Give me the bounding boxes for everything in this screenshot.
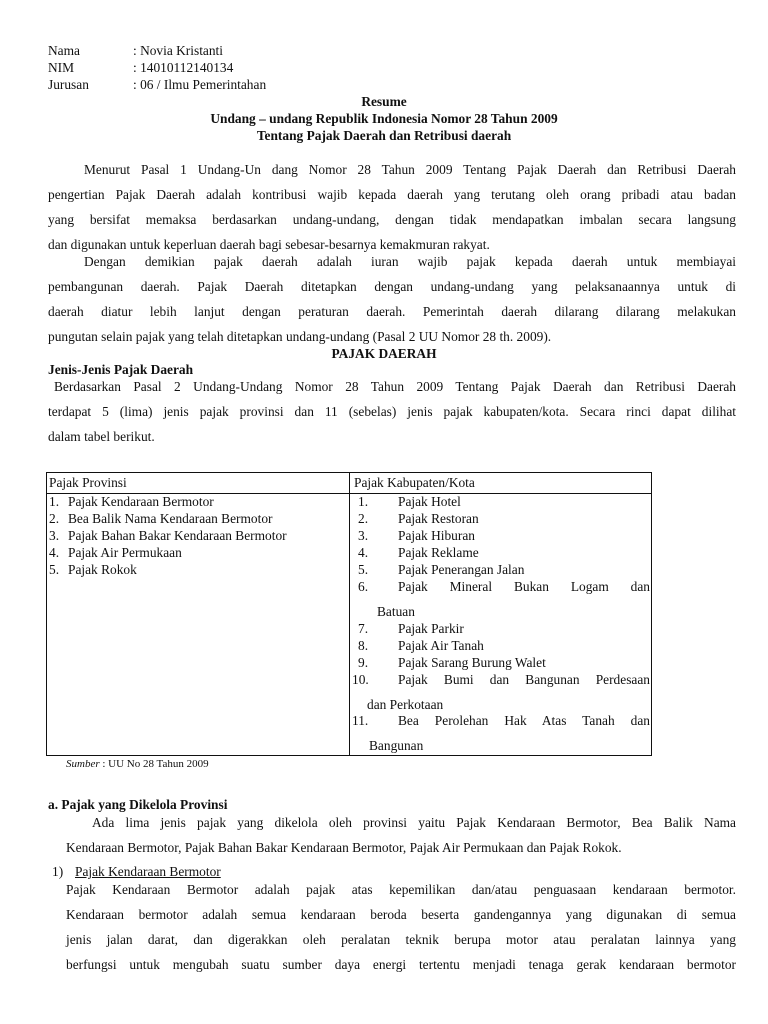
jurusan-label: Jurusan: [48, 77, 89, 92]
provinsi-item: 3. Pajak Bahan Bakar Kendaraan Bermotor: [49, 528, 287, 543]
provinsi-item: 4. Pajak Air Permukaan: [49, 545, 182, 560]
nama-value: : Novia Kristanti: [133, 43, 224, 58]
kabupaten-item-number: 2.: [358, 511, 369, 526]
kabupaten-item: Pajak Bumi dan Bangunan Perdesaan: [398, 672, 650, 687]
para1-line: Menurut Pasal 1 Undang-Un dang Nomor 28 Tahun 2009 Tentang Pajak Daerah dan Retribusi Daerah: [84, 162, 736, 177]
subheading: Jenis-Jenis Pajak Daerah: [48, 362, 194, 377]
kabupaten-item: Pajak Restoran: [398, 511, 479, 526]
kabupaten-item-continuation: Bangunan: [369, 738, 424, 753]
para3-line: Berdasarkan Pasal 2 Undang-Undang Nomor 28 Tahun 2009 Tentang Pajak Daerah dan Retribusi Daerah: [54, 379, 736, 394]
nim-label: NIM: [48, 60, 75, 75]
section-a-line: Kendaraan Bermotor, Pajak Bahan Bakar Kendaraan Bermotor, Pajak Air Permukaan dan Pajak Rokok.: [66, 840, 622, 855]
item1-line: berfungsi untuk mengubah suatu sumber daya energi tertentu menjadi tenaga gerak kendaraan bermotor: [66, 957, 736, 972]
nim-value: : 14010112140134: [133, 60, 234, 75]
tax-table: [46, 472, 652, 756]
kabupaten-item-continuation: Batuan: [377, 604, 415, 619]
kabupaten-item-number: 5.: [358, 562, 369, 577]
para3-line: dalam tabel berikut.: [48, 429, 155, 444]
kabupaten-item-number: 10.: [352, 672, 369, 687]
kabupaten-item: Pajak Reklame: [398, 545, 479, 560]
para1-line: pengertian Pajak Daerah adalah kontribusi wajib kepada daerah yang terutang oleh orang pribadi atau badan: [48, 187, 736, 202]
para2-line: pungutan selain pajak yang telah ditetapkan undang-undang (Pasal 2 UU Nomor 28 th. 2009).: [48, 329, 552, 344]
kabupaten-item: Pajak Mineral Bukan Logam dan: [398, 579, 650, 594]
para3-line: terdapat 5 (lima) jenis pajak provinsi dan 11 (sebelas) jenis pajak kabupaten/kota. Secara rinci dapat dilihat: [48, 404, 736, 419]
kabupaten-item-number: 11.: [352, 713, 369, 728]
kabupaten-item: Pajak Penerangan Jalan: [398, 562, 525, 577]
jurusan-value: : 06 / Ilmu Pemerintahan: [133, 77, 267, 92]
table-header-provinsi: Pajak Provinsi: [49, 475, 127, 490]
kabupaten-item: Pajak Hotel: [398, 494, 461, 509]
doc-title: Resume: [361, 94, 407, 109]
table-header-kabupaten: Pajak Kabupaten/Kota: [354, 475, 475, 490]
para2-line: Dengan demikian pajak daerah adalah iuran wajib pajak kepada daerah untuk membiayai: [84, 254, 736, 269]
kabupaten-item: Pajak Hiburan: [398, 528, 475, 543]
para1-line: yang bersifat memaksa berdasarkan undang-undang, dengan tidak mendapatkan imbalan secara langsung: [48, 212, 736, 227]
item1-title: Pajak Kendaraan Bermotor: [75, 864, 221, 879]
kabupaten-item-number: 7.: [358, 621, 369, 636]
provinsi-item: 2. Bea Balik Nama Kendaraan Bermotor: [49, 511, 273, 526]
provinsi-item: 5. Pajak Rokok: [49, 562, 137, 577]
para2-line: pembangunan daerah. Pajak Daerah ditetapkan dengan undang-undang yang pelaksanaannya untuk di: [48, 279, 736, 294]
item1-line: Kendaraan bermotor adalah semua kendaraan beroda beserta gandengannya yang digunakan di semua: [66, 907, 736, 922]
nama-label: Nama: [48, 43, 80, 58]
doc-subtitle-2: Tentang Pajak Daerah dan Retribusi daerah: [256, 128, 512, 143]
section-a-line: Ada lima jenis pajak yang dikelola oleh provinsi yaitu Pajak Kendaraan Bermotor, Bea Balik Nama: [92, 815, 736, 830]
kabupaten-item: Bea Perolehan Hak Atas Tanah dan: [398, 713, 650, 728]
section-title: PAJAK DAERAH: [331, 346, 437, 361]
table-column-divider: [349, 473, 350, 755]
kabupaten-item: Pajak Parkir: [398, 621, 464, 636]
table-source: Sumber : UU No 28 Tahun 2009: [66, 758, 209, 770]
kabupaten-item-number: 3.: [358, 528, 369, 543]
para1-line: dan digunakan untuk keperluan daerah bagi sebesar-besarnya kemakmuran rakyat.: [48, 237, 490, 252]
kabupaten-item-number: 6.: [358, 579, 369, 594]
para2-line: daerah diatur lebih lanjut dengan peraturan daerah. Pemerintah daerah dilarang dilarang melakukan: [48, 304, 736, 319]
section-a-heading: a. Pajak yang Dikelola Provinsi: [48, 797, 228, 812]
kabupaten-item: Pajak Air Tanah: [398, 638, 484, 653]
doc-subtitle-1: Undang – undang Republik Indonesia Nomor 28 Tahun 2009: [210, 111, 558, 126]
kabupaten-item-number: 9.: [358, 655, 369, 670]
kabupaten-item-number: 1.: [358, 494, 369, 509]
item1-line: jenis jalan darat, dan digerakkan oleh peralatan teknik berupa motor atau peralatan lainnya yang: [66, 932, 736, 947]
kabupaten-item-number: 4.: [358, 545, 369, 560]
kabupaten-item: Pajak Sarang Burung Walet: [398, 655, 546, 670]
provinsi-item: 1. Pajak Kendaraan Bermotor: [49, 494, 214, 509]
kabupaten-item-number: 8.: [358, 638, 369, 653]
item1-line: Pajak Kendaraan Bermotor adalah pajak atas kepemilikan dan/atau penguasaan kendaraan bermotor.: [66, 882, 736, 897]
kabupaten-item-continuation: dan Perkotaan: [367, 697, 444, 712]
item1-number: 1): [52, 864, 64, 879]
